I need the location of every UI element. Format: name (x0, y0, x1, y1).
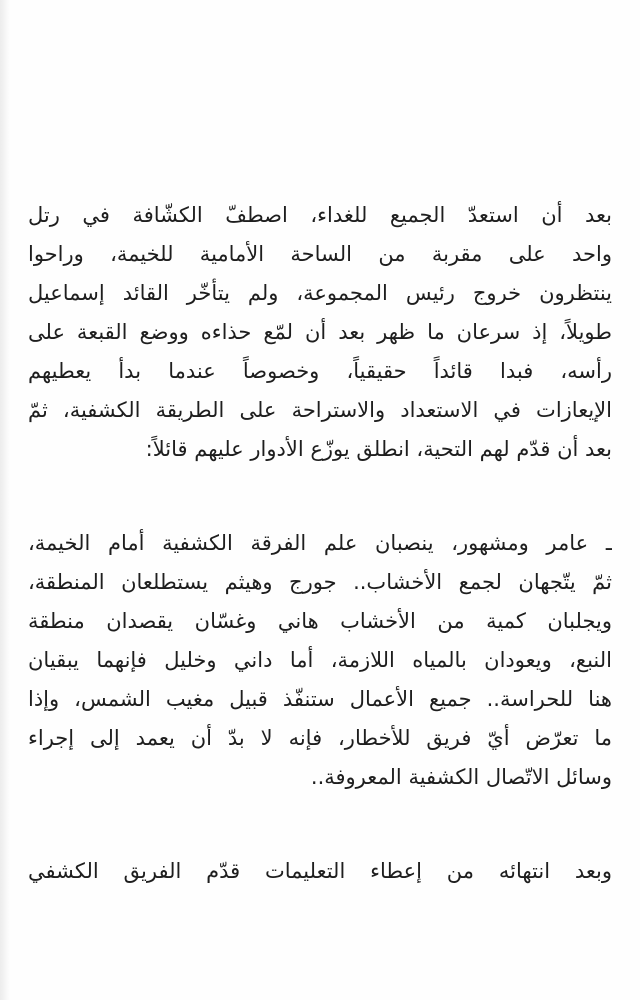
text-line: النبع، ويعودان بالمياه اللازمة، أما داني وخليل فإنهما يبقيان (28, 648, 612, 672)
text-line: ـ عامر ومشهور، ينصبان علم الفرقة الكشفية أمام الخيمة، (28, 531, 612, 555)
text-line: ويجلبان كمية من الأخشاب هاني وغسّان يقصدان منطقة (28, 609, 612, 633)
text-line: وبعد انتهائه من إعطاء التعليمات قدّم الفريق الكشفي (28, 859, 612, 883)
text-line: طويلاً، إذ سرعان ما ظهر بعد أن لمّع حذاءه ووضع القبعة على (28, 320, 612, 344)
paragraph-1 (28, 196, 612, 469)
paragraph-3 (28, 852, 612, 891)
text-line: بعد أن قدّم لهم التحية، انطلق يوزّع الأدوار عليهم قائلاً: (145, 437, 612, 461)
text-line: الإيعازات في الاستعداد والاستراحة على الطريقة الكشفية، ثمّ (28, 398, 612, 422)
text-line: رأسه، فبدا قائداً حقيقياً، وخصوصاً عندما بدأ يعطيهم (28, 359, 612, 383)
text-line: وسائل الاتّصال الكشفية المعروفة.. (310, 765, 612, 789)
text-line: ثمّ يتّجهان لجمع الأخشاب.. جورج وهيثم يستطلعان المنطقة، (28, 570, 612, 594)
text-line: بعد أن استعدّ الجميع للغداء، اصطفّ الكشّافة في رتل (28, 203, 612, 227)
text-line: واحد على مقربة من الساحة الأمامية للخيمة، وراحوا (28, 242, 612, 266)
text-line: هنا للحراسة.. جميع الأعمال ستنفّذ قبيل مغيب الشمس، وإذا (28, 687, 612, 711)
page-binding-shadow (0, 0, 10, 1000)
text-line: ينتظرون خروج رئيس المجموعة، ولم يتأخّر القائد إسماعيل (28, 281, 612, 305)
text-line: ما تعرّض أيّ فريق للأخطار، فإنه لا بدّ أن يعمد إلى إجراء (28, 726, 612, 750)
paragraph-2 (28, 524, 612, 797)
